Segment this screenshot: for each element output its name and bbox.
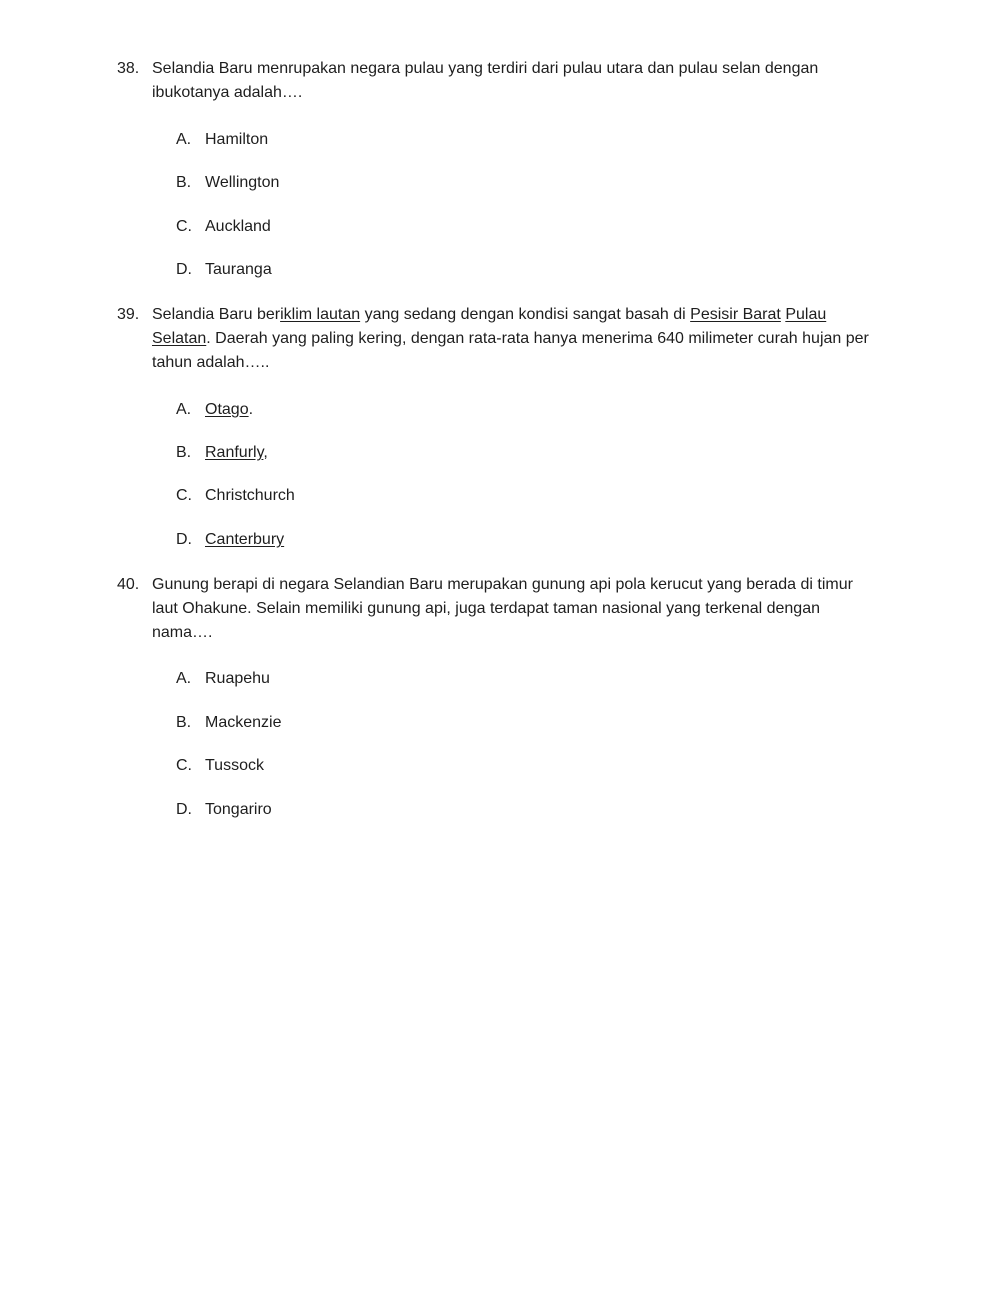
question-text-segment: Selandia Baru ber bbox=[152, 306, 281, 323]
option-40-d[interactable] bbox=[176, 798, 272, 822]
question-number: 39. bbox=[117, 306, 140, 323]
question-38 bbox=[117, 57, 877, 105]
question-text bbox=[152, 303, 877, 375]
question-text-segment: . Daerah yang paling kering, dengan rata-rata hanya menerima 640 milimeter curah hujan per tahun adalah….. bbox=[152, 330, 869, 371]
underlined-term: Pulau Selatan bbox=[152, 306, 827, 347]
question-40 bbox=[117, 573, 877, 645]
option-39-d[interactable] bbox=[176, 528, 284, 552]
option-38-a[interactable] bbox=[176, 128, 268, 152]
option-39-a[interactable] bbox=[176, 398, 253, 422]
option-letter: C. bbox=[176, 757, 192, 774]
question-text bbox=[152, 57, 877, 105]
option-40-c[interactable] bbox=[176, 754, 264, 778]
option-text: Mackenzie bbox=[205, 714, 282, 731]
option-text: Otago bbox=[205, 401, 249, 418]
question-39 bbox=[117, 303, 877, 375]
question-text-segment: Selandia Baru menrupakan negara pulau yang terdiri dari pulau utara dan pulau selan dengan ibukotanya adalah…. bbox=[152, 60, 819, 101]
question-number: 40. bbox=[117, 576, 140, 593]
option-text: Auckland bbox=[205, 218, 271, 235]
question-text-segment: yang sedang dengan kondisi sangat basah di bbox=[360, 306, 691, 323]
option-suffix: . bbox=[248, 401, 254, 418]
option-text: Christchurch bbox=[205, 487, 295, 504]
option-text: Tongariro bbox=[205, 801, 272, 818]
option-letter: B. bbox=[176, 174, 192, 191]
option-39-b[interactable] bbox=[176, 441, 268, 465]
option-letter: C. bbox=[176, 487, 192, 504]
question-text-segment: Gunung berapi di negara Selandian Baru merupakan gunung api pola kerucut yang berada di timur laut Ohakune. Selain memiliki gunung api, juga terdapat taman nasional yang terkenal dengan nama…. bbox=[152, 576, 853, 641]
option-38-c[interactable] bbox=[176, 215, 271, 239]
option-text: Tussock bbox=[205, 757, 264, 774]
option-letter: A. bbox=[176, 401, 192, 418]
option-letter: D. bbox=[176, 531, 192, 548]
option-letter: A. bbox=[176, 670, 192, 687]
option-39-c[interactable] bbox=[176, 484, 295, 508]
question-text bbox=[152, 573, 877, 645]
option-40-b[interactable] bbox=[176, 711, 281, 735]
option-letter: B. bbox=[176, 714, 192, 731]
option-40-a[interactable] bbox=[176, 667, 270, 691]
option-letter: D. bbox=[176, 801, 192, 818]
option-letter: D. bbox=[176, 261, 192, 278]
option-38-d[interactable] bbox=[176, 258, 272, 282]
underlined-term: Pesisir Barat bbox=[690, 306, 781, 323]
option-text: Ruapehu bbox=[205, 670, 270, 687]
option-letter: A. bbox=[176, 131, 192, 148]
option-letter: B. bbox=[176, 444, 192, 461]
option-text: Canterbury bbox=[205, 531, 285, 548]
option-text: Hamilton bbox=[205, 131, 269, 148]
option-text: Wellington bbox=[205, 174, 280, 191]
option-38-b[interactable] bbox=[176, 171, 279, 195]
underlined-term: iklim lautan bbox=[280, 306, 361, 323]
option-suffix: , bbox=[263, 444, 268, 461]
question-number: 38. bbox=[117, 60, 140, 77]
option-text: Tauranga bbox=[205, 261, 272, 278]
option-letter: C. bbox=[176, 218, 192, 235]
option-text: Ranfurly bbox=[205, 444, 264, 461]
